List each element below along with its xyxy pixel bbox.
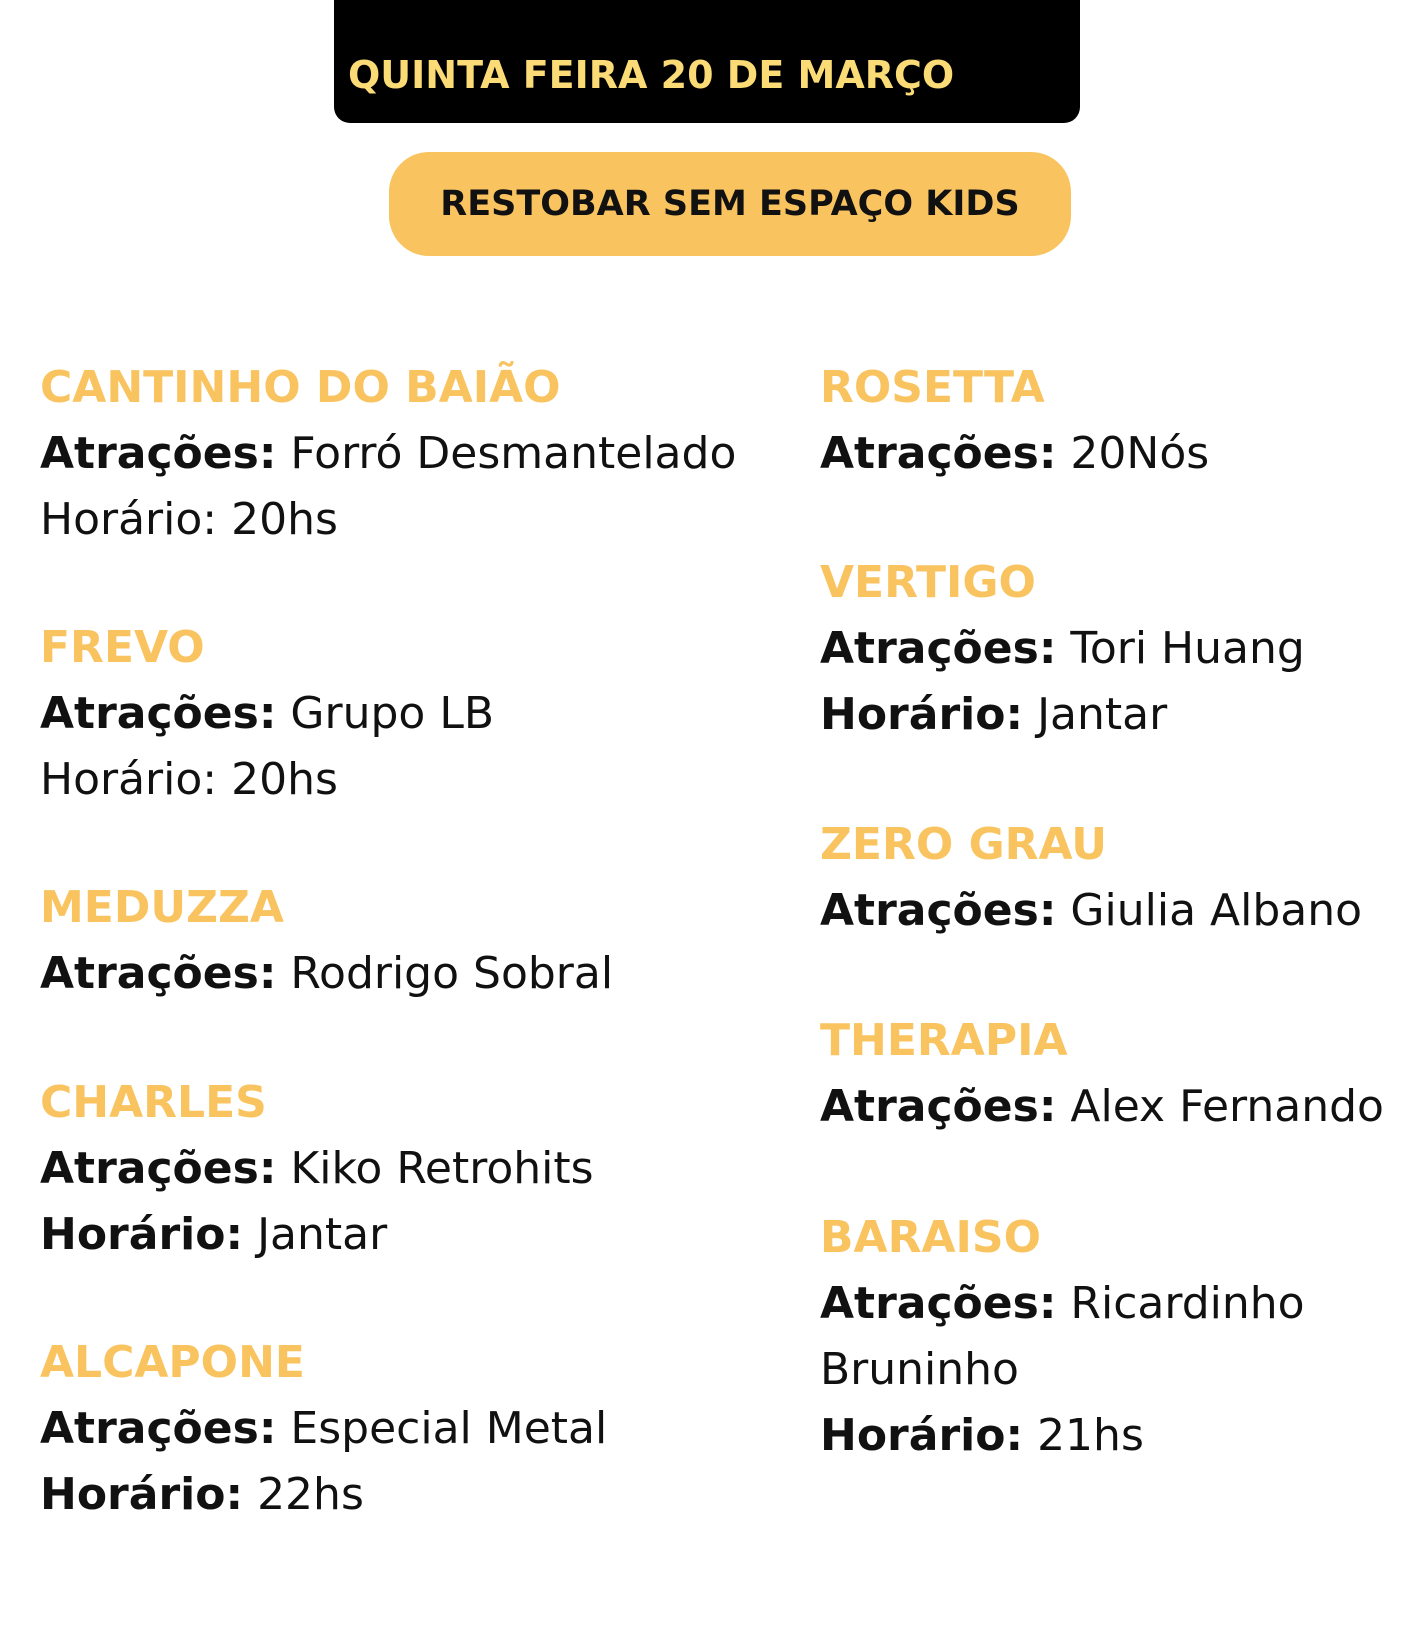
- venue-attractions: [820, 878, 1420, 944]
- date-banner: [334, 0, 1080, 123]
- venue-name: VERTIGO: [820, 557, 1036, 608]
- venue-name: FREVO: [40, 622, 205, 673]
- venue-name: ZERO GRAU: [820, 819, 1107, 870]
- time-label: Horário:: [40, 1209, 244, 1260]
- venue-time: [40, 1462, 720, 1528]
- venue-attractions: [40, 1396, 720, 1462]
- venue-name: CANTINHO DO BAIÃO: [40, 362, 561, 413]
- time-value: Jantar: [1037, 689, 1168, 740]
- venue-time: [820, 1403, 1420, 1469]
- venue-time: [40, 747, 720, 813]
- venue-attractions: [820, 421, 1420, 487]
- venue-attractions: [820, 616, 1420, 682]
- time-value: 20hs: [231, 754, 338, 805]
- venue-name: THERAPIA: [820, 1015, 1068, 1066]
- attractions-label: Atrações:: [820, 1081, 1057, 1132]
- time-label: Horário:: [820, 1410, 1024, 1461]
- venue-card-frevo: [40, 615, 720, 813]
- attractions-value: Especial Metal: [290, 1403, 608, 1454]
- venue-name: MEDUZZA: [40, 882, 284, 933]
- attractions-label: Atrações:: [40, 1403, 277, 1454]
- venue-card-cantinho-do-baiao: [40, 355, 737, 553]
- attractions-value: Alex Fernando: [1070, 1081, 1384, 1132]
- attractions-label: Atrações:: [820, 885, 1057, 936]
- venue-time: [820, 682, 1420, 748]
- time-label: Horário:: [40, 494, 218, 545]
- venue-name: BARAISO: [820, 1212, 1041, 1263]
- venue-time: [40, 487, 720, 553]
- venue-card-vertigo: [820, 550, 1420, 748]
- venue-attractions: [40, 421, 737, 487]
- attractions-label: Atrações:: [40, 428, 277, 479]
- attractions-value: Tori Huang: [1070, 623, 1305, 674]
- attractions-label: Atrações:: [820, 428, 1057, 479]
- venue-card-charles: [40, 1070, 720, 1268]
- attractions-value: Grupo LB: [290, 688, 495, 739]
- attractions-label: Atrações:: [40, 948, 277, 999]
- venue-name: CHARLES: [40, 1077, 267, 1128]
- attractions-label: Atrações:: [40, 688, 277, 739]
- venue-attractions: [40, 1136, 720, 1202]
- venue-card-baraiso: [820, 1205, 1420, 1469]
- venue-card-therapia: [820, 1008, 1420, 1140]
- time-value: 22hs: [257, 1469, 364, 1520]
- venue-card-meduzza: [40, 875, 720, 1007]
- venue-card-zero-grau: [820, 812, 1420, 944]
- venue-attractions: [40, 941, 720, 1007]
- attractions-label: Atrações:: [820, 1278, 1057, 1329]
- time-value: Jantar: [257, 1209, 388, 1260]
- venue-attractions: [40, 681, 720, 747]
- attractions-label: Atrações:: [40, 1143, 277, 1194]
- attractions-value: Kiko Retrohits: [290, 1143, 594, 1194]
- attractions-value: Giulia Albano: [1070, 885, 1363, 936]
- attractions-value: Ricardinho Bruninho: [820, 1278, 1305, 1395]
- venue-time: [40, 1202, 720, 1268]
- venue-card-rosetta: [820, 355, 1420, 487]
- attractions-value: Forró Desmantelado: [290, 428, 737, 479]
- time-label: Horário:: [40, 754, 218, 805]
- venue-name: ROSETTA: [820, 362, 1045, 413]
- time-value: 21hs: [1037, 1410, 1144, 1461]
- time-value: 20hs: [231, 494, 338, 545]
- attractions-value: 20Nós: [1070, 428, 1210, 479]
- kids-notice-badge: [389, 152, 1071, 256]
- kids-notice-text: RESTOBAR SEM ESPAÇO KIDS: [440, 184, 1020, 224]
- attractions-label: Atrações:: [820, 623, 1057, 674]
- time-label: Horário:: [820, 689, 1024, 740]
- venue-attractions: [820, 1074, 1420, 1140]
- venue-name: ALCAPONE: [40, 1337, 305, 1388]
- venue-attractions: [820, 1271, 1380, 1403]
- time-label: Horário:: [40, 1469, 244, 1520]
- attractions-value: Rodrigo Sobral: [290, 948, 614, 999]
- event-date: QUINTA FEIRA 20 DE MARÇO: [348, 53, 955, 97]
- venue-card-alcapone: [40, 1330, 720, 1528]
